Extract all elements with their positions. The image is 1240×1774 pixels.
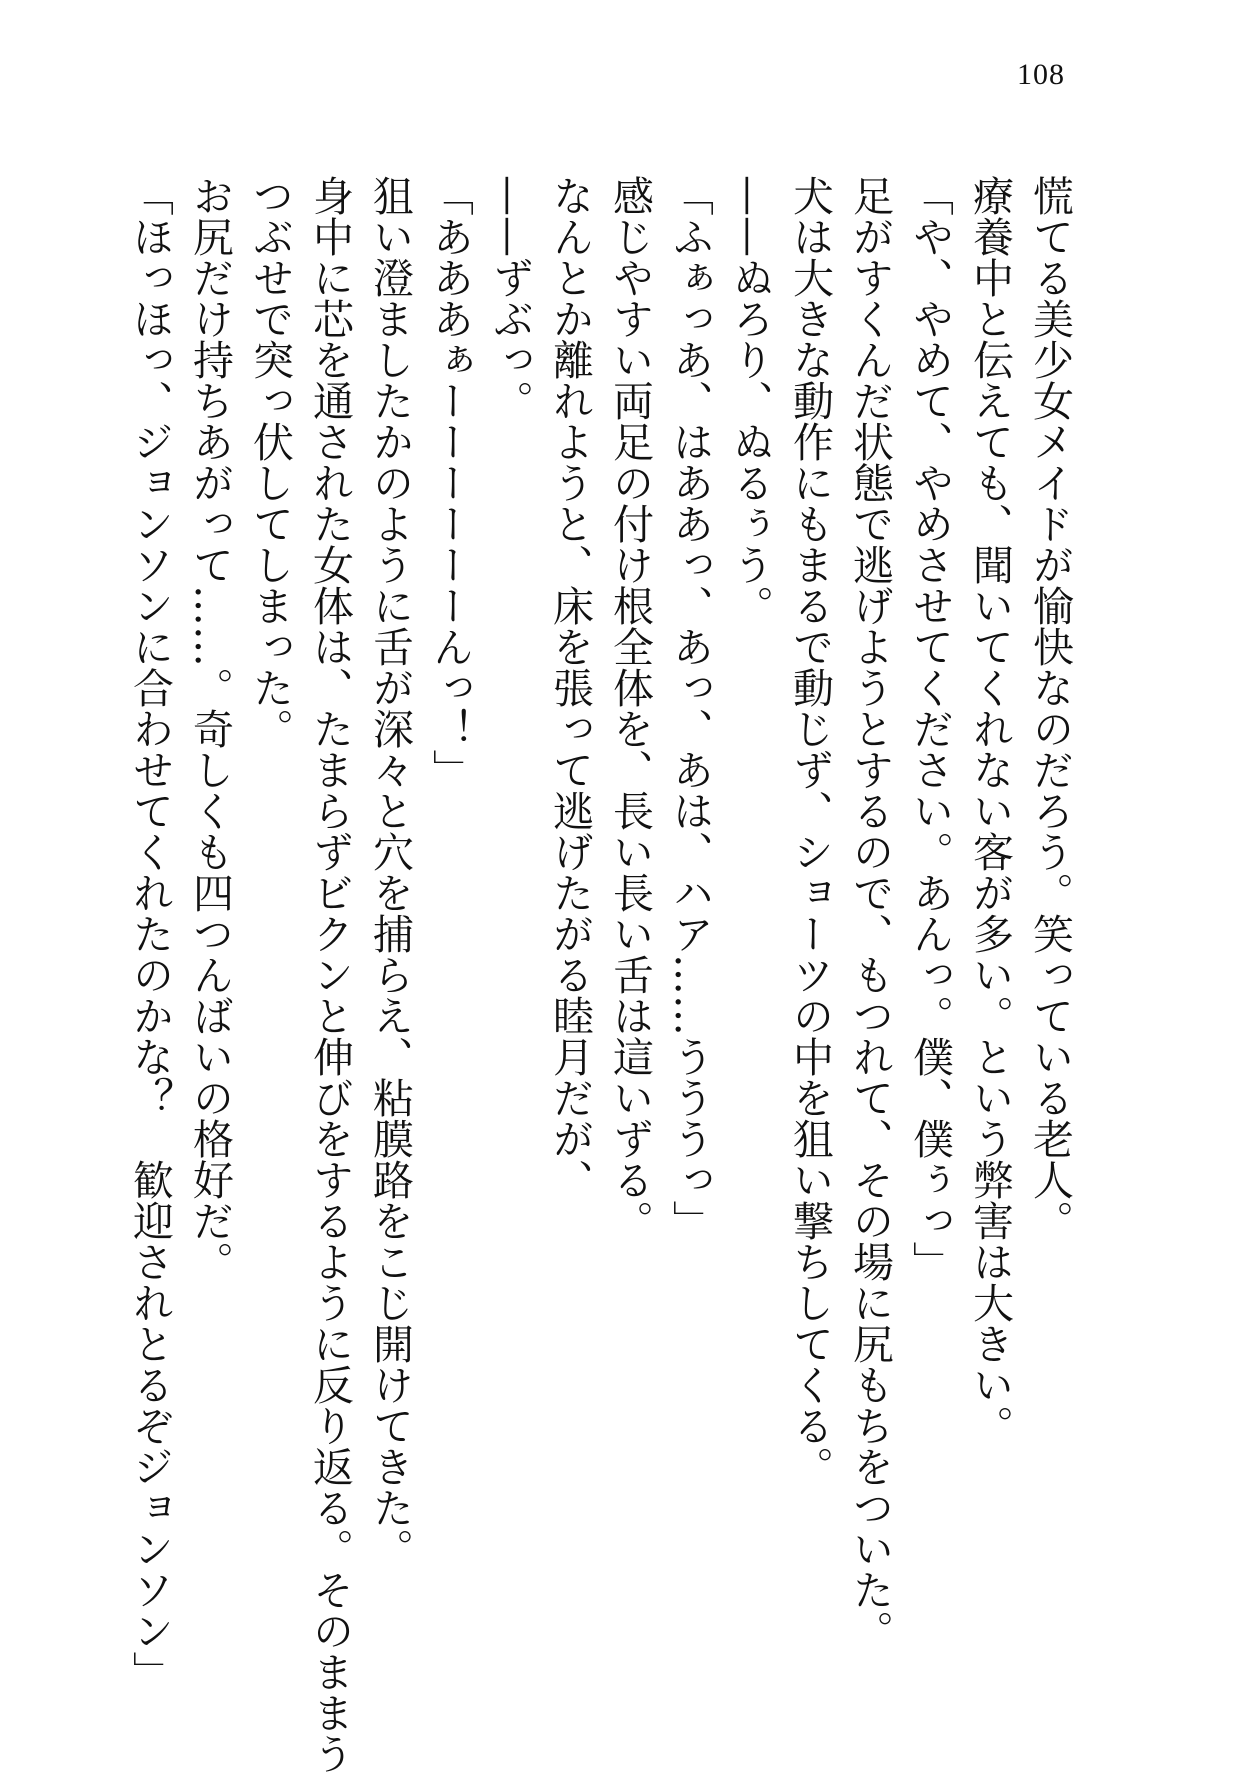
text-line: ——ずぶっ。 — [486, 175, 534, 421]
text-line: 感じやすい両足の付け根全体を、長い長い舌は這いずる。 — [606, 175, 654, 1241]
text-line: 「あああぁーーーーーーんっ！」 — [426, 175, 474, 790]
text-line: 狙い澄ましたかのように舌が深々と穴を捕らえ、粘膜路をこじ開けてきた。 — [366, 175, 414, 1569]
text-line: つぶせで突っ伏してしまった。 — [246, 175, 294, 749]
text-line: 足がすくんだ状態で逃げようとするので、もつれて、その場に尻もちをついた。 — [846, 175, 894, 1651]
text-line: お尻だけ持ちあがって……。奇しくも四つんばいの格好だ。 — [186, 175, 234, 1282]
text-line: ——ぬろり、ぬるぅう。 — [726, 175, 774, 626]
text-line: 犬は大きな動作にもまるで動じず、ショーツの中を狙い撃ちしてくる。 — [786, 175, 834, 1487]
text-line: 「や、やめて、やめさせてください。あんっ。僕、僕ぅっ」 — [906, 175, 954, 1282]
text-line: 慌てる美少女メイドが愉快なのだろう。笑っている老人。 — [1026, 175, 1074, 1241]
text-line: 「ふぁっあ、はああっ、あっ、あは、ハア……うううっ」 — [666, 175, 714, 1241]
page-number: 108 — [1017, 58, 1065, 91]
text-line: なんとか離れようと、床を張って逃げたがる睦月だが、 — [546, 175, 594, 1200]
vertical-text-body — [126, 175, 1080, 1774]
text-line: 「ほっほっ、ジョンソンに合わせてくれたのかな？ 歓迎されとるぞジョンソン」 — [126, 175, 174, 1692]
text-line: 療養中と伝えても、聞いてくれない客が多い。という弊害は大きい。 — [966, 175, 1014, 1446]
text-line: 身中に芯を通された女体は、たまらずビクンと伸びをするように反り返る。そのままう — [306, 175, 354, 1774]
